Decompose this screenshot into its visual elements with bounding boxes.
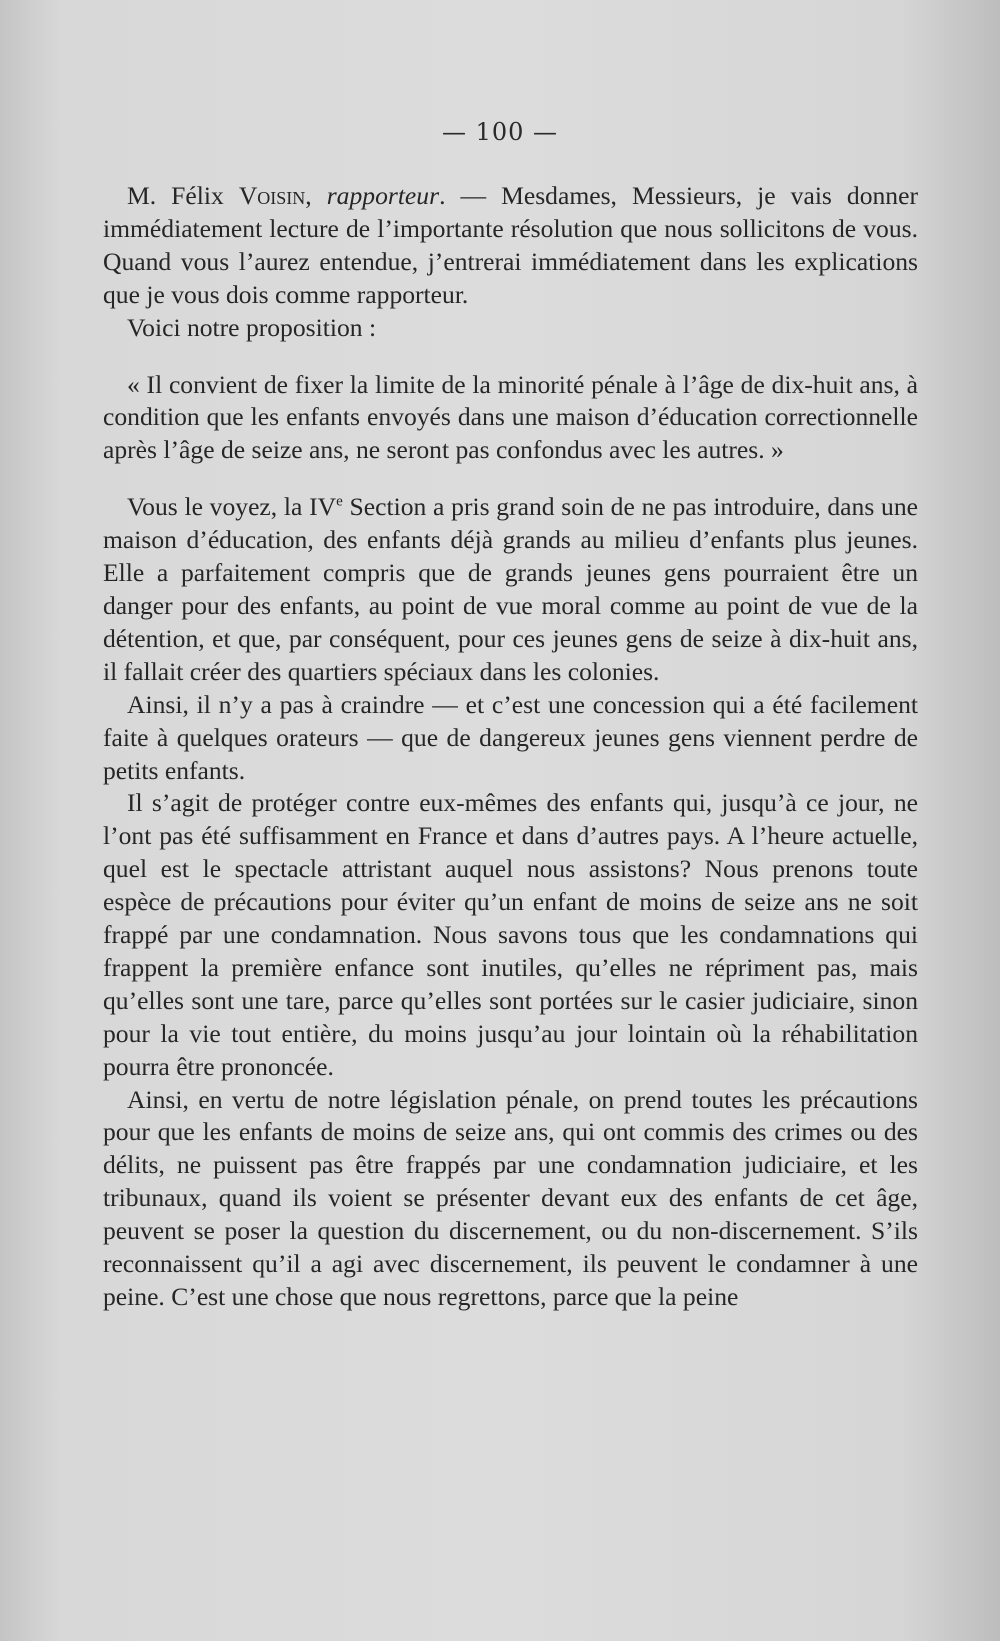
body-text xyxy=(103,180,918,1314)
page-number: — 100 — xyxy=(441,118,559,146)
section-ordinal-sup: e xyxy=(336,493,343,510)
paragraph-legislation: Ainsi, en vertu de notre législation pénale, on prend toutes les précautions pour que les enfants de moins de seize ans, qui ont commis des crimes ou des délits, ne puissent pas être frappés par une condamnation judiciaire, et les tribunaux, quand ils voient se présenter devant eux des enfants de cet âge, peuvent se poser la question du discernement, ou du non-discernement. S’ils reconnaissent qu’il a agi avec discernement, ils peuvent le condamner à une peine. C’est une chose que nous regrettons, parce que la peine xyxy=(103,1084,918,1311)
speaker-name: Voisin xyxy=(238,181,306,210)
paragraph-section-explanation xyxy=(103,491,918,688)
paragraph-proposition-intro: Voici notre proposition : xyxy=(127,312,377,342)
section-text-rest: Section a pris grand soin de ne pas introduire, dans une maison d’éducation, des enfants déjà grands au milieu d’enfants plus jeunes. Elle a parfaitement compris que de grands jeunes gens pourraient être un danger pour des enfants, au point de vue moral comme au point de vue de la détention, et que, par conséquent, pour ces jeunes gens de seize à dix-huit ans, il fallait créer des quartiers spéciaux dans les colonies. xyxy=(103,492,918,686)
speaker-role: rapporteur xyxy=(326,181,440,210)
paragraph-protection: Il s’agit de protéger contre eux-mêmes des enfants qui, jusqu’à ce jour, ne l’ont pas été suffisamment en France et dans d’autres pays. A l’heure actuelle, quel est le spectacle attristant auquel nous assistons? Nous prenons toute espèce de précautions pour éviter qu’un enfant de moins de seize ans ne soit frappé par une condamnation. Nous savons tous que les condamnations qui frappent la première enfance sont inutiles, qu’elles ne répriment pas, mais qu’elles sont une tare, parce qu’elles sont portées sur le casier judiciaire, sinon pour la vie tout entière, du moins jusqu’au jour lointain où la réhabilitation pourra être prononcée. xyxy=(103,788,918,1081)
paragraph-concession: Ainsi, il n’y a pas à craindre — et c’est une concession qui a été facilement faite à quelques orateurs — que de dangereux jeunes gens viennent perdre de petits enfants. xyxy=(103,689,918,785)
speaker-prefix: M. Félix xyxy=(127,181,239,210)
speaker-text: . — Mesdames, Messieurs, je vais donner immédiatement lecture de l’importante résolution que nous sollicitons de vous. Quand vous l’aurez entendue, j’entrerai immédiatement dans les explications que je vous dois comme rapporteur. xyxy=(103,181,918,309)
paragraph-speaker-intro xyxy=(103,180,918,312)
section-text-start: Vous le voyez, la IV xyxy=(127,492,337,522)
speaker-comma: , xyxy=(305,181,327,210)
paragraph-resolution-quote: « Il convient de fixer la limite de la minorité pénale à l’âge de dix-huit ans, à condition que les enfants envoyés dans une maison d’éducation correctionnelle après l’âge de seize ans, ne seront pas confondus avec les autres. » xyxy=(103,369,918,465)
